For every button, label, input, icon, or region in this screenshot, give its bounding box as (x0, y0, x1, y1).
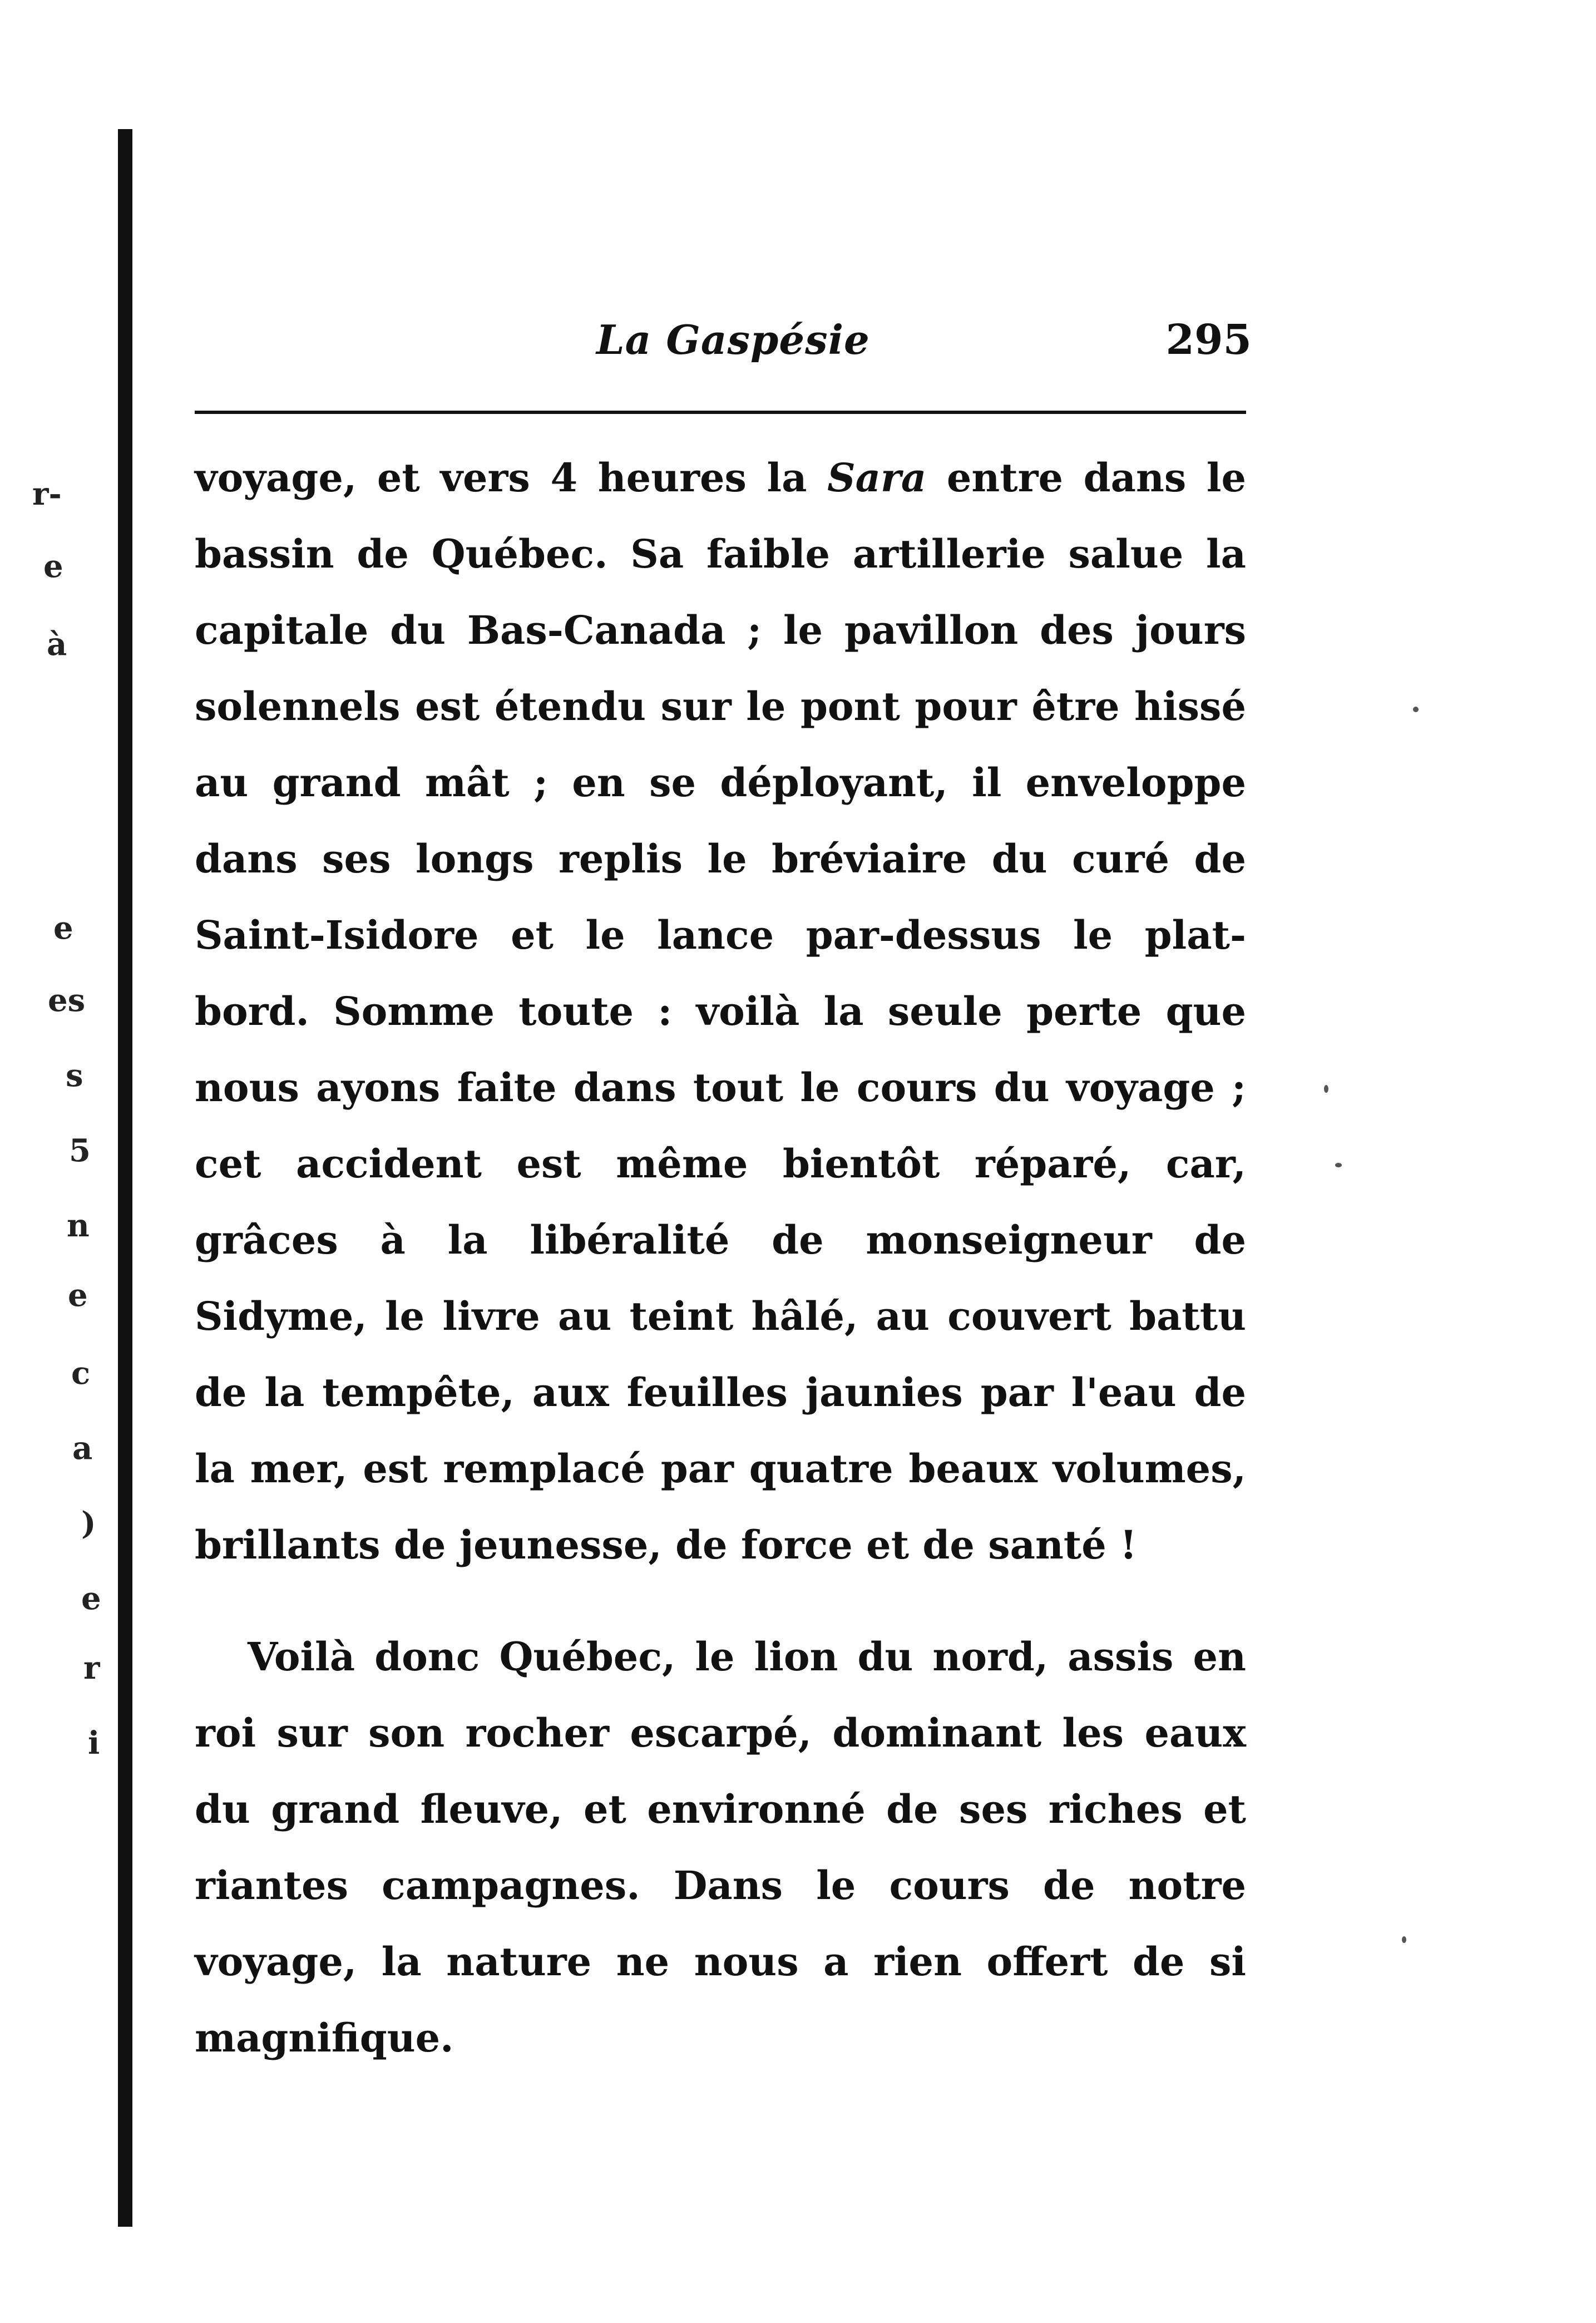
running-title: La Gaspésie (596, 316, 870, 363)
bleed-char: e (68, 1277, 88, 1314)
facing-page-bleed (0, 0, 117, 2323)
bleed-char: e (43, 548, 63, 585)
bleed-char: r- (32, 476, 62, 512)
bleed-char: a (72, 1430, 93, 1467)
page-speck (1335, 1163, 1342, 1167)
page-speck (1402, 1936, 1406, 1943)
bleed-char: n (67, 1207, 90, 1244)
paragraph-1-lead: voyage, et vers 4 heures la (195, 455, 828, 501)
bleed-char: c (71, 1355, 91, 1392)
bleed-char: s (66, 1057, 83, 1094)
running-head (195, 312, 1252, 373)
bleed-char: i (88, 1725, 100, 1762)
bleed-char: ) (81, 1505, 96, 1542)
ship-name: Sara (827, 455, 927, 501)
paragraph-1-rest: entre dans le bassin de Québec. Sa faible artillerie salue la capitale du Bas-Canada ; le pavillon des jours solennels est étendu sur le pont pour être hissé au grand mât ; en se déployant, il enveloppe dans ses longs replis le bréviaire du curé de Saint-Isidore et le lance par-dessus le plat-bord. Somme toute : voilà la seule perte que nous ayons faite dans tout le cours du voyage ; cet accident est même bientôt réparé, car, grâces à la libéralité de monseigneur de Sidyme, le livre au teint hâlé, au couvert battu de la tempête, aux feuilles jaunies par l'eau de la mer, est remplacé par quatre beaux volumes, brillants de jeunesse, de force et de santé ! (195, 455, 1246, 1568)
paragraph-2: Voilà donc Québec, le lion du nord, assis en roi sur son rocher escarpé, dominant les eaux du grand fleuve, et environné de ses riches et riantes campagnes. Dans le cours de notre voyage, la nature ne nous a rien offert de si magnifique. (195, 1634, 1246, 2061)
bleed-char: e (53, 910, 73, 946)
page-speck (1413, 707, 1419, 712)
bleed-char: r (83, 1650, 100, 1686)
paragraph-1 (195, 440, 1246, 1583)
header-rule (195, 411, 1246, 414)
body-text (195, 440, 1246, 2076)
bleed-char: es (48, 982, 86, 1019)
page-speck (1324, 1085, 1328, 1093)
bleed-char: 5 (69, 1132, 91, 1169)
binding-shadow (118, 129, 132, 2227)
bleed-char: e (81, 1580, 101, 1617)
bleed-char: à (47, 626, 67, 663)
page-number: 295 (1165, 316, 1252, 364)
